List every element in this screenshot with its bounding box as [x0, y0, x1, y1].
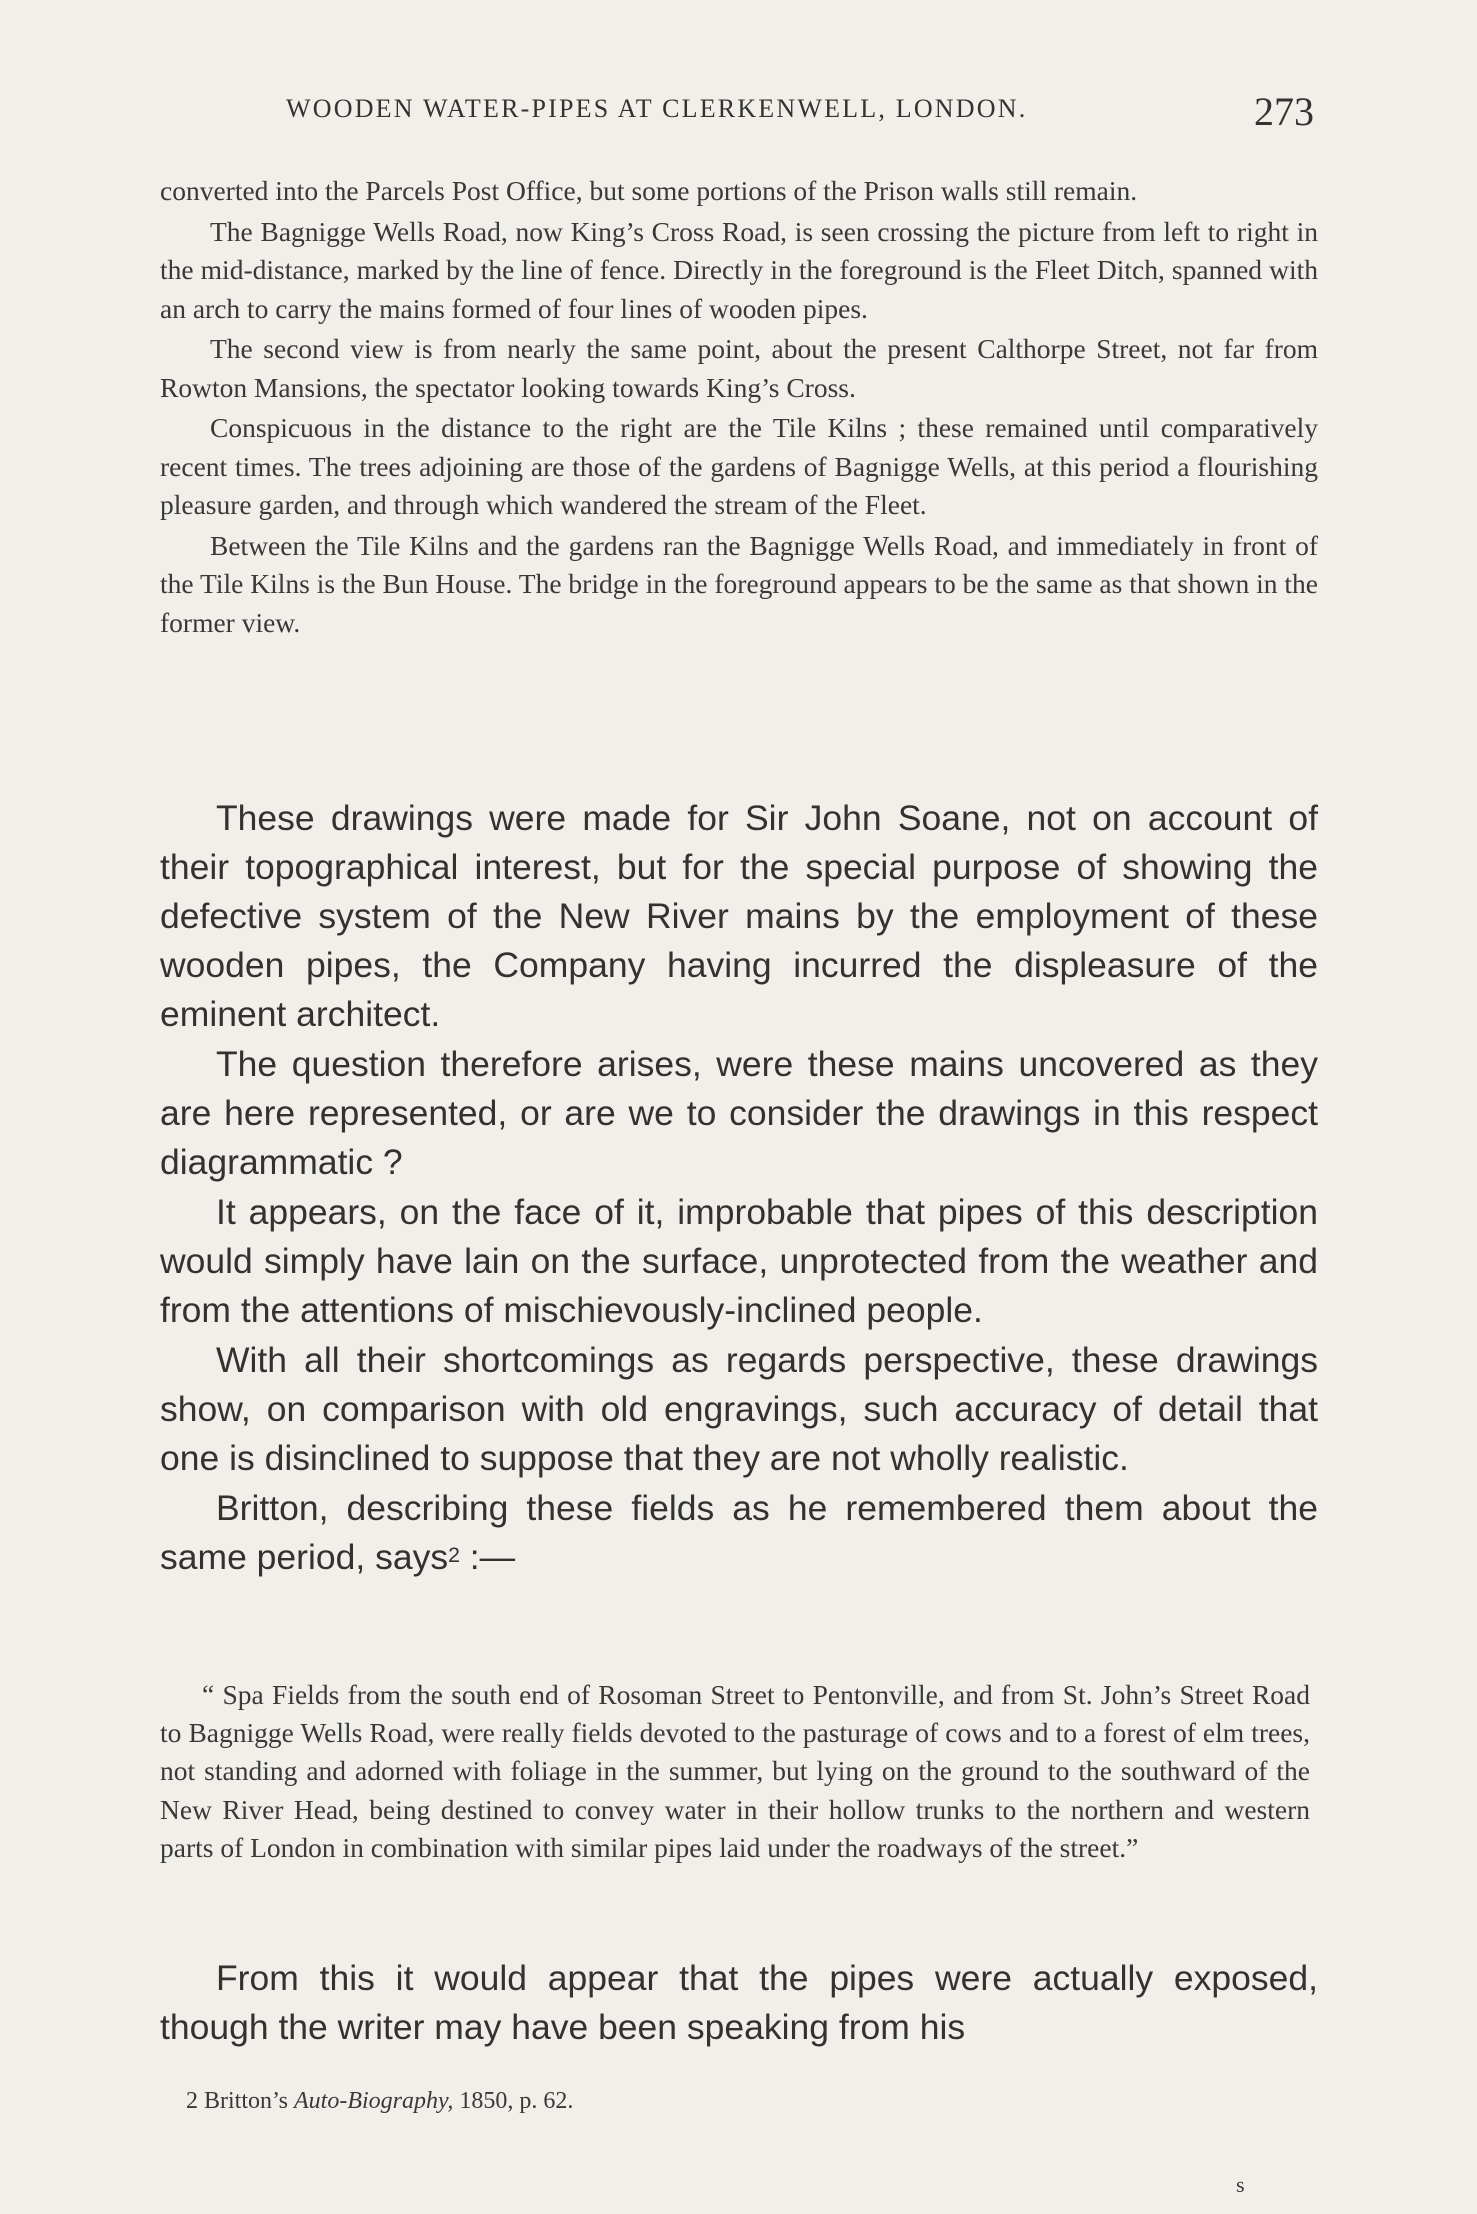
small-type-section: [160, 172, 1318, 644]
paragraph: The second view is from nearly the same point, about the present Calthorpe Street, not far from Rowton Mansions, the spectator looking towards King’s Cross.: [160, 333, 1318, 403]
paragraph: These drawings were made for Sir John Soane, not on account of their topographical interest, but for the special purpose of showing the defective system of the New River mains by the employment of these wooden pipes, the Company having incurred the displeasure of the eminent architect.: [160, 798, 1318, 1034]
footnote-author: Britton’s: [204, 2088, 289, 2114]
paragraph-britton: [160, 1484, 1318, 1582]
signature-mark: s: [1236, 2172, 1245, 2197]
running-title: WOODEN WATER-PIPES AT CLERKENWELL, LONDON.: [286, 94, 1028, 123]
footnote-details: 1850, p. 62.: [459, 2088, 574, 2114]
footnote: [186, 2088, 1186, 2115]
paragraph: The Bagnigge Wells Road, now King’s Cross Road, is seen crossing the picture from left to right in the mid-distance, marked by the line of fence. Directly in the foreground is the Fleet Ditch, spanned with an arch to carry the mains formed of four lines of wooden pipes.: [160, 215, 1318, 324]
footnote-number: 2: [186, 2088, 198, 2114]
footnote-ref: 2: [448, 1543, 460, 1567]
paragraph: Conspicuous in the distance to the right are the Tile Kilns ; these remained until comparatively recent times. The trees adjoining are those of the gardens of Bagnigge Wells, at this period a flourishing pleasure garden, and through which wandered the stream of the Fleet.: [160, 412, 1318, 520]
page-number: 273: [1254, 89, 1314, 134]
paragraph: From this it would appear that the pipes were actually exposed, though the writer may have been speaking from his: [160, 1958, 1318, 2047]
paragraph: Between the Tile Kilns and the gardens ran the Bagnigge Wells Road, and immediately in front of the Tile Kilns is the Bun House. The bridge in the foreground appears to be the same as that shown in the former view.: [160, 529, 1318, 638]
quote-text: “ Spa Fields from the south end of Rosoman Street to Pentonville, and from St. John’s Street Road to Bagnigge Wells Road, were really fields devoted to the pasturage of cows and to a forest of elm trees, not standing and adorned with foliage in the summer, but lying on the ground to the southward of the New River Head, being destined to convey water in their hollow trunks to the northern and western parts of London in combination with similar pipes laid under the roadways of the street.”: [160, 1679, 1310, 1863]
large-type-section: [160, 794, 1318, 1583]
block-quote: [160, 1676, 1310, 1867]
britton-suffix: :—: [459, 1537, 516, 1577]
paragraph: converted into the Parcels Post Office, but some portions of the Prison walls still remain.: [160, 175, 1138, 206]
paragraph: The question therefore arises, were these mains uncovered as they are here represented, or are we to consider the drawings in this respect diagrammatic ?: [160, 1044, 1318, 1182]
running-head: [160, 88, 1320, 132]
footnote-title: Auto-Biography,: [294, 2088, 454, 2114]
britton-text: Britton, describing these fields as he remembered them about the same period, says: [160, 1488, 1318, 1577]
closing-section: [160, 1954, 1318, 2052]
paragraph: With all their shortcomings as regards perspective, these drawings show, on comparison with old engravings, such accuracy of detail that one is disinclined to suppose that they are not wholly realistic.: [160, 1340, 1318, 1478]
paragraph: It appears, on the face of it, improbable that pipes of this description would simply have lain on the surface, unprotected from the weather and from the attentions of mischievously-inclined people.: [160, 1192, 1318, 1330]
